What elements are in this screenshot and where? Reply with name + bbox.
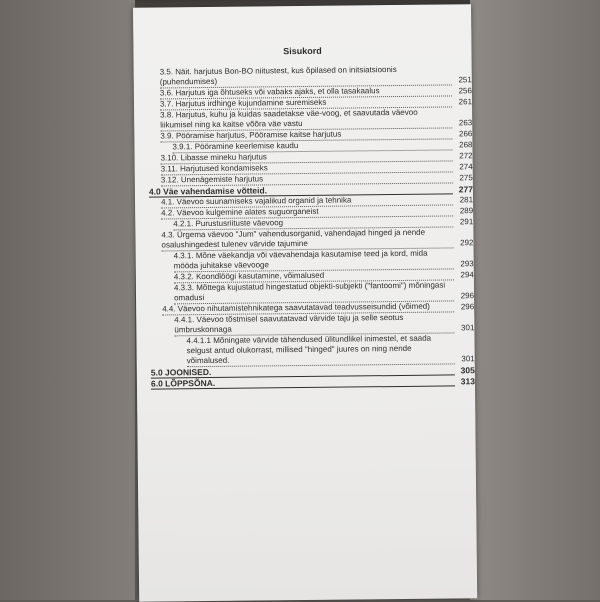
background-right xyxy=(470,0,600,600)
toc-entry-page: 274 xyxy=(459,162,473,172)
toc-entry-label: 3.10. Libasse mineku harjutus xyxy=(161,150,453,164)
toc-entry-page: 268 xyxy=(459,140,473,150)
page-title: Sisukord xyxy=(283,45,322,57)
toc-entry-page: 293 xyxy=(460,259,474,269)
table-of-contents xyxy=(148,64,475,389)
toc-entry-page: 251 xyxy=(458,75,472,85)
toc-entry-label: 4.3. Ürgema väevoo "Jum" vahendusorganid, vahendajad hinged ja nende osalushingedest tulenev värvide tajumine xyxy=(161,227,453,251)
toc-entry-page: 291 xyxy=(459,217,474,227)
toc-entry-page: 296 xyxy=(460,302,475,312)
toc-entry-page: 275 xyxy=(459,173,473,183)
toc-entry-label: 4.3.2. Koondlöögi kasutamine, võimalused xyxy=(174,269,454,283)
toc-entry-page: 301 xyxy=(461,354,475,364)
toc-entry xyxy=(151,375,475,389)
toc-entry-page: 313 xyxy=(460,376,475,387)
toc-entry-label: 3.6. Harjutus iga õhtuseks või vabaks ajaks, et olla tasakaalus xyxy=(160,85,452,99)
book-page xyxy=(133,4,477,602)
background-left xyxy=(0,0,135,600)
toc-entry-label: 3.11. Harjutused kondamiseks xyxy=(161,161,453,175)
toc-entry-page: 272 xyxy=(459,151,473,161)
toc-entry-page: 294 xyxy=(460,270,474,280)
toc-entry-label: 4.3.1. Mõne väekandja või väevahendaja kasutamise teed ja kord, mida mööda juhitakse väevooge xyxy=(174,248,454,272)
toc-entry-label: 4.1. Väevoo suunamiseks vajalikud organid ja tehnika xyxy=(161,194,453,208)
toc-entry-page: 301 xyxy=(460,323,475,333)
toc-entry-label: 4.4. Väevoo nihutamistehnikatega saavutatavad teadvusseisundid (võimed) xyxy=(162,301,454,315)
toc-entry-label: 6.0 LÕPPSÕNA. xyxy=(151,375,455,389)
toc-entry-label: 4.2. Väevoo kulgemine alates suguorganeist xyxy=(161,205,453,219)
toc-entry-label: 3.7. Harjutus irdhinge kujundamine suremiseks xyxy=(160,96,452,110)
toc-entry-label: 3.9.1. Pööramine keerlemise kaudu xyxy=(172,139,452,153)
toc-entry xyxy=(150,333,474,367)
toc-entry-label: 3.8. Harjutus, kuhu ja kuidas saadetakse väe-voog, et saavutada väevoo liikumisel ning ka kaitse võõra väe vastu xyxy=(160,107,452,131)
toc-entry-page: 296 xyxy=(460,291,475,301)
toc-entry-page: 281 xyxy=(459,195,474,205)
toc-entry-label: 3.9. Pööramise harjutus, Pööramise kaitse harjutus xyxy=(160,128,452,142)
toc-entry-label: 4.4.1. Väevoo tõstmisel saavutatavad värvide taju ja selle seotus ümbruskonnaga xyxy=(174,312,454,336)
toc-entry-label: 4.4.1.1 Mõningate värvide tähendused ülitundlikel inimestel, et saada selgust antud olukorrast, millised "hinged" juures on ning nende võimalused. xyxy=(186,333,454,367)
toc-entry-page: 266 xyxy=(458,129,473,139)
toc-entry-label: 5.0 JOONISED. xyxy=(151,364,455,378)
toc-entry-page: 289 xyxy=(459,206,474,216)
toc-entry-label: 4.3.3. Mõttega kujustatud hingestatud objekti-subjekti ("fantoomi") mõningasi omadusi xyxy=(174,280,454,304)
toc-entry-page: 263 xyxy=(458,118,473,128)
toc-entry-page: 277 xyxy=(458,184,473,195)
toc-entry-label: 3.5. Näit. harjutus Bon-BO niitustest, kus õpilased on initsiatsioonis (puhendumises) xyxy=(160,64,452,88)
toc-entry-label: 4.2.1. Purustusriituste väevoog xyxy=(173,216,453,230)
toc-entry-page: 292 xyxy=(460,238,474,248)
toc-entry-page: 305 xyxy=(460,365,475,376)
toc-entry-page: 256 xyxy=(458,86,472,96)
toc-entry-page: 261 xyxy=(458,97,473,107)
toc-entry-label: 4.0 Väe vahendamise võtteid. xyxy=(149,183,453,197)
toc-entry-label: 3.12. Unenägemiste harjutus xyxy=(161,172,453,186)
